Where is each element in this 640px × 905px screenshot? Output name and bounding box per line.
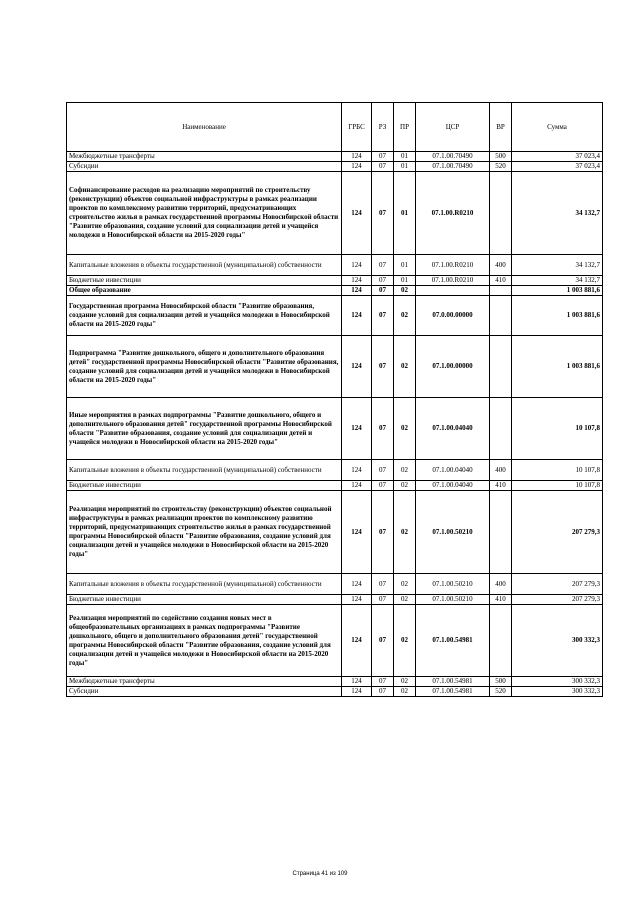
- table-row: [67, 595, 603, 605]
- cell-csr: 07.1.00.54981: [416, 677, 490, 687]
- cell-csr: 07.1.00.50210: [416, 574, 490, 595]
- cell-pr: 01: [394, 276, 416, 286]
- header-pr: ПР: [394, 103, 416, 152]
- header-vr: ВР: [490, 103, 512, 152]
- cell-grbs: 124: [342, 336, 372, 398]
- cell-grbs: 124: [342, 152, 372, 162]
- cell-rz: 07: [372, 152, 394, 162]
- table-row: [67, 491, 603, 574]
- cell-sum: 207 279,3: [512, 595, 603, 605]
- cell-name: Межбюджетные трансферты: [67, 677, 342, 687]
- cell-sum: 300 332,3: [512, 687, 603, 697]
- cell-rz: 07: [372, 605, 394, 677]
- cell-grbs: 124: [342, 687, 372, 697]
- cell-vr: 410: [490, 276, 512, 286]
- table-row: [67, 605, 603, 677]
- cell-rz: 07: [372, 296, 394, 336]
- cell-vr: [490, 286, 512, 296]
- cell-grbs: 124: [342, 491, 372, 574]
- cell-csr: 07.1.00.R0210: [416, 172, 490, 255]
- cell-csr: 07.0.00.00000: [416, 296, 490, 336]
- cell-pr: 02: [394, 398, 416, 460]
- cell-rz: 07: [372, 677, 394, 687]
- cell-pr: 02: [394, 687, 416, 697]
- cell-name: Реализация мероприятий по строительству (реконструкции) объектов социальной инфраструктуры в рамках реализации проектов по комплексному развитию территорий, предусматривающих строительство жилья в рамках государственной программы Новосибирской области "Развитие образования, создание условий для социализации детей и учащейся молодежи в Новосибирской области на 2015-2020 годы": [67, 491, 342, 574]
- cell-grbs: 124: [342, 398, 372, 460]
- cell-pr: 02: [394, 286, 416, 296]
- cell-grbs: 124: [342, 595, 372, 605]
- cell-csr: 07.1.00.70490: [416, 162, 490, 172]
- cell-sum: 1 003 881,6: [512, 286, 603, 296]
- cell-grbs: 124: [342, 255, 372, 276]
- cell-sum: 1 003 881,6: [512, 296, 603, 336]
- cell-csr: [416, 286, 490, 296]
- cell-pr: 01: [394, 255, 416, 276]
- cell-rz: 07: [372, 481, 394, 491]
- cell-name: Бюджетные инвестиции: [67, 595, 342, 605]
- cell-sum: 10 107,8: [512, 481, 603, 491]
- header-sum: Сумма: [512, 103, 603, 152]
- cell-vr: 520: [490, 687, 512, 697]
- cell-vr: 500: [490, 677, 512, 687]
- cell-name: Бюджетные инвестиции: [67, 481, 342, 491]
- cell-sum: 300 332,3: [512, 605, 603, 677]
- cell-pr: 02: [394, 677, 416, 687]
- table-row: [67, 255, 603, 276]
- table-row: [67, 687, 603, 697]
- cell-pr: 01: [394, 152, 416, 162]
- table-row: [67, 276, 603, 286]
- table-body: [67, 152, 603, 697]
- cell-pr: 02: [394, 574, 416, 595]
- cell-csr: 07.1.00.54981: [416, 687, 490, 697]
- cell-vr: [490, 296, 512, 336]
- cell-rz: 07: [372, 574, 394, 595]
- cell-sum: 10 107,8: [512, 398, 603, 460]
- cell-rz: 07: [372, 172, 394, 255]
- cell-csr: 07.1.00.R0210: [416, 276, 490, 286]
- cell-pr: 02: [394, 605, 416, 677]
- cell-pr: 01: [394, 162, 416, 172]
- cell-vr: 500: [490, 152, 512, 162]
- cell-name: Общее образование: [67, 286, 342, 296]
- cell-sum: 34 132,7: [512, 172, 603, 255]
- cell-sum: 10 107,8: [512, 460, 603, 481]
- header-csr: ЦСР: [416, 103, 490, 152]
- table-header-row: [67, 103, 603, 152]
- cell-sum: 34 132,7: [512, 255, 603, 276]
- cell-rz: 07: [372, 336, 394, 398]
- cell-rz: 07: [372, 687, 394, 697]
- cell-grbs: 124: [342, 296, 372, 336]
- cell-name: Субсидии: [67, 687, 342, 697]
- header-name: Наименование: [67, 103, 342, 152]
- cell-grbs: 124: [342, 574, 372, 595]
- cell-vr: [490, 172, 512, 255]
- cell-grbs: 124: [342, 162, 372, 172]
- cell-sum: 207 279,3: [512, 574, 603, 595]
- table-row: [67, 398, 603, 460]
- cell-pr: 02: [394, 481, 416, 491]
- cell-csr: 07.1.00.R0210: [416, 255, 490, 276]
- cell-vr: 400: [490, 460, 512, 481]
- table-row: [67, 574, 603, 595]
- cell-rz: 07: [372, 491, 394, 574]
- cell-name: Межбюджетные трансферты: [67, 152, 342, 162]
- cell-grbs: 124: [342, 460, 372, 481]
- table-row: [67, 296, 603, 336]
- cell-csr: 07.1.00.00000: [416, 336, 490, 398]
- cell-sum: 207 279,3: [512, 491, 603, 574]
- cell-csr: 07.1.00.04040: [416, 398, 490, 460]
- cell-rz: 07: [372, 460, 394, 481]
- cell-rz: 07: [372, 286, 394, 296]
- table-row: [67, 481, 603, 491]
- cell-rz: 07: [372, 276, 394, 286]
- cell-vr: 520: [490, 162, 512, 172]
- cell-name: Капитальные вложения в объекты государственной (муниципальной) собственности: [67, 255, 342, 276]
- table-row: [67, 162, 603, 172]
- cell-name: Реализация мероприятий по содействию создания новых мест в общеобразовательных организациях в рамках подпрограммы "Развитие дошкольного, общего и дополнительного образования детей" государственной программы Новосибирской области "Развитие образования, создание условий для социализации детей и учащейся молодежи в Новосибирской области на 2015-2020 годы": [67, 605, 342, 677]
- cell-name: Капитальные вложения в объекты государственной (муниципальной) собственности: [67, 460, 342, 481]
- header-grbs: ГРБС: [342, 103, 372, 152]
- table-row: [67, 286, 603, 296]
- cell-name: Капитальные вложения в объекты государственной (муниципальной) собственности: [67, 574, 342, 595]
- table-row: [67, 172, 603, 255]
- cell-name: Бюджетные инвестиции: [67, 276, 342, 286]
- cell-vr: 410: [490, 481, 512, 491]
- cell-grbs: 124: [342, 276, 372, 286]
- cell-sum: 300 332,3: [512, 677, 603, 687]
- cell-rz: 07: [372, 595, 394, 605]
- table-row: [67, 152, 603, 162]
- cell-pr: 01: [394, 172, 416, 255]
- cell-vr: [490, 398, 512, 460]
- cell-vr: 400: [490, 574, 512, 595]
- cell-rz: 07: [372, 255, 394, 276]
- cell-sum: 1 003 881,6: [512, 336, 603, 398]
- cell-grbs: 124: [342, 677, 372, 687]
- cell-name: Софинансирование расходов на реализацию мероприятий по строительству (реконструкции) объектов социальной инфраструктуры в рамках реализации проектов по комплексному развитию территорий, предусматривающих строительство жилья в рамках государственной программы Новосибирской области "Развитие образования, создание условий для социализации детей и учащейся молодежи в Новосибирской области на 2015-2020 годы": [67, 172, 342, 255]
- cell-csr: 07.1.00.04040: [416, 460, 490, 481]
- cell-rz: 07: [372, 398, 394, 460]
- cell-grbs: 124: [342, 286, 372, 296]
- budget-table: [66, 102, 603, 697]
- cell-csr: 07.1.00.70490: [416, 152, 490, 162]
- cell-sum: 37 023,4: [512, 162, 603, 172]
- cell-grbs: 124: [342, 481, 372, 491]
- cell-pr: 02: [394, 336, 416, 398]
- cell-vr: [490, 491, 512, 574]
- table-row: [67, 460, 603, 481]
- table-row: [67, 677, 603, 687]
- cell-name: Государственная программа Новосибирской области "Развитие образования, создание условий для социализации детей и учащейся молодежи в Новосибирской области на 2015-2020 годы": [67, 296, 342, 336]
- cell-rz: 07: [372, 162, 394, 172]
- cell-pr: 02: [394, 595, 416, 605]
- cell-vr: [490, 605, 512, 677]
- cell-pr: 02: [394, 491, 416, 574]
- header-rz: РЗ: [372, 103, 394, 152]
- page-number: Страница 41 из 109: [292, 871, 348, 877]
- cell-sum: 37 023,4: [512, 152, 603, 162]
- cell-grbs: 124: [342, 172, 372, 255]
- cell-csr: 07.1.00.04040: [416, 481, 490, 491]
- cell-name: Подпрограмма "Развитие дошкольного, общего и дополнительного образования детей" государственной программы Новосибирской области "Развитие образования, создание условий для социализации детей и учащейся молодежи в Новосибирской области на 2015-2020 годы": [67, 336, 342, 398]
- cell-sum: 34 132,7: [512, 276, 603, 286]
- table-row: [67, 336, 603, 398]
- cell-name: Иные мероприятия в рамках подпрограммы "Развитие дошкольного, общего и дополнительного образования детей" государственной программы Новосибирской области "Развитие образования, создание условий для социализации детей и учащейся молодежи в Новосибирской области на 2015-2020 годы": [67, 398, 342, 460]
- cell-name: Субсидии: [67, 162, 342, 172]
- cell-vr: 410: [490, 595, 512, 605]
- cell-pr: 02: [394, 296, 416, 336]
- cell-csr: 07.1.00.50210: [416, 595, 490, 605]
- cell-vr: 400: [490, 255, 512, 276]
- cell-csr: 07.1.00.50210: [416, 491, 490, 574]
- cell-csr: 07.1.00.54981: [416, 605, 490, 677]
- cell-grbs: 124: [342, 605, 372, 677]
- cell-pr: 02: [394, 460, 416, 481]
- cell-vr: [490, 336, 512, 398]
